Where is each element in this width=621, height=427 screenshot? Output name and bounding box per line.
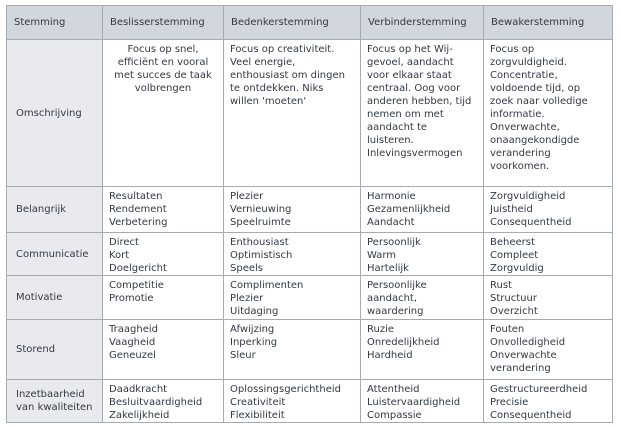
cell-line: zorgvuldigheid. [490, 57, 567, 68]
cell-line: Zorgvuldig [490, 263, 544, 274]
cell-line: Overzicht [490, 306, 538, 317]
cell-line: aandacht, [367, 293, 418, 304]
cell-line: Afwijzing [230, 324, 275, 335]
cell-line: Focus op snel, [127, 44, 199, 55]
cell-line: Enthousiast [230, 237, 289, 248]
cell-line: Persoonlijk [367, 237, 421, 248]
cell-bewaker [484, 187, 613, 233]
row-label: Motivatie [7, 276, 103, 320]
cell-line: Persoonlijke [367, 280, 427, 291]
cell-beslisser [103, 276, 224, 320]
cell-line: Beheerst [490, 237, 535, 248]
cell-line: Ruzie [367, 324, 395, 335]
cell-line: Gestructureerdheid [490, 384, 588, 395]
stemming-table [6, 5, 613, 423]
cell-line: Attentheid [367, 384, 420, 395]
cell-line: Rendement [109, 204, 167, 215]
table-row [7, 233, 613, 276]
cell-line: Doelgericht [109, 263, 167, 274]
table-row [7, 187, 613, 233]
cell-line: aandacht te [367, 122, 428, 133]
cell-bedenker [224, 380, 361, 423]
cell-bedenker [224, 187, 361, 233]
cell-line: volbrengen [134, 83, 192, 94]
cell-line: Promotie [109, 293, 154, 304]
cell-beslisser [103, 40, 224, 187]
cell-line: Precisie [490, 397, 529, 408]
cell-line: Daadkracht [109, 384, 168, 395]
cell-line: Competitie [109, 280, 164, 291]
cell-line: Resultaten [109, 191, 163, 202]
cell-line: luisteren. [367, 135, 414, 146]
cell-beslisser [103, 233, 224, 276]
cell-line: efficiënt en vooral [117, 57, 209, 68]
cell-bewaker [484, 233, 613, 276]
cell-line: Oplossingsgerichtheid [230, 384, 341, 395]
table-row [7, 40, 613, 187]
cell-line: Focus op het Wij- [367, 44, 453, 55]
cell-line: Speels [230, 263, 263, 274]
cell-verbinder [361, 276, 484, 320]
cell-line: Hartelijk [367, 263, 409, 274]
cell-line: Fouten [490, 324, 525, 335]
cell-line: Geneuzel [109, 350, 156, 361]
cell-line: Vernieuwing [230, 204, 292, 215]
cell-line: Aandacht [367, 217, 415, 228]
cell-line: anderen hebben, tijd [367, 96, 472, 107]
header-stemming: Stemming [7, 6, 103, 40]
cell-line: Speelruimte [230, 217, 291, 228]
cell-line: Besluitvaardigheid [109, 397, 203, 408]
cell-verbinder [361, 40, 484, 187]
table-row [7, 380, 613, 423]
cell-line: Luistervaardigheid [367, 397, 461, 408]
cell-line: Warm [367, 250, 397, 261]
cell-line: Onredelijkheid [367, 337, 440, 348]
row-label: Communicatie [7, 233, 103, 276]
cell-line: Direct [109, 237, 139, 248]
cell-line: Focus op [490, 44, 535, 55]
cell-line: Compassie [367, 410, 422, 421]
cell-line: Verbetering [109, 217, 168, 228]
cell-line: Optimistisch [230, 250, 293, 261]
table-row [7, 320, 613, 380]
cell-verbinder [361, 187, 484, 233]
cell-line: Plezier [230, 191, 264, 202]
cell-bedenker [224, 40, 361, 187]
header-row [7, 6, 613, 40]
row-label: Belangrijk [7, 187, 103, 233]
cell-line: Gezamenlijkheid [367, 204, 451, 215]
cell-bewaker [484, 380, 613, 423]
row-label: Inzetbaarheid van kwaliteiten [7, 380, 103, 423]
cell-line: Onvolledigheid [490, 337, 566, 348]
cell-verbinder [361, 380, 484, 423]
cell-verbinder [361, 320, 484, 380]
cell-line: met succes de taak [114, 70, 212, 81]
cell-line: Concentratie, [490, 70, 558, 81]
cell-line: Inlevingsvermogen [367, 148, 463, 159]
cell-beslisser [103, 320, 224, 380]
cell-line: gevoel, aandacht [367, 57, 454, 68]
cell-line: Consequentheid [490, 410, 572, 421]
cell-line: Vaagheid [109, 337, 156, 348]
cell-line: Zorgvuldigheid [490, 191, 566, 202]
cell-line: waardering [367, 306, 424, 317]
cell-line: Veel energie, [230, 57, 296, 68]
cell-line: informatie. [490, 109, 545, 120]
header-bedenkerstemming: Bedenkerstemming [224, 6, 361, 40]
cell-line: Zakelijkheid [109, 410, 170, 421]
cell-beslisser [103, 187, 224, 233]
cell-bewaker [484, 320, 613, 380]
cell-line: Uitdaging [230, 306, 279, 317]
cell-line: onaangekondigde [490, 135, 580, 146]
cell-bewaker [484, 276, 613, 320]
cell-line: voor elkaar staat [367, 70, 452, 81]
cell-line: Hardheid [367, 350, 413, 361]
cell-line: Creativiteit [230, 397, 286, 408]
cell-line: Compleet [490, 250, 539, 261]
cell-line: voldoende tijd, op [490, 83, 581, 94]
cell-line: Onverwachte [490, 350, 557, 361]
cell-bedenker [224, 320, 361, 380]
cell-line: verandering [490, 148, 551, 159]
cell-beslisser [103, 380, 224, 423]
cell-line: zoek naar volledige [490, 96, 588, 107]
cell-line: Traagheid [109, 324, 158, 335]
cell-line: Consequentheid [490, 217, 572, 228]
cell-line: centraal. Oog voor [367, 83, 461, 94]
cell-line: willen 'moeten' [230, 96, 307, 107]
row-label: Omschrijving [7, 40, 103, 187]
cell-verbinder [361, 233, 484, 276]
cell-line: enthousiast om dingen [230, 70, 345, 81]
cell-bedenker [224, 276, 361, 320]
cell-line: Juistheid [490, 204, 533, 215]
cell-line: Harmonie [367, 191, 416, 202]
cell-line: Complimenten [230, 280, 304, 291]
table-row [7, 276, 613, 320]
cell-bedenker [224, 233, 361, 276]
row-label: Storend [7, 320, 103, 380]
header-verbinderstemming: Verbinderstemming [361, 6, 484, 40]
header-beslisserstemming: Beslisserstemming [103, 6, 224, 40]
cell-line: Sleur [230, 350, 256, 361]
cell-bewaker [484, 40, 613, 187]
cell-line: Structuur [490, 293, 537, 304]
cell-line: Rust [490, 280, 512, 291]
cell-line: Inperking [230, 337, 278, 348]
cell-line: verandering [490, 363, 551, 374]
cell-line: Flexibiliteit [230, 410, 285, 421]
header-bewakerstemming: Bewakerstemming [484, 6, 613, 40]
cell-line: Focus op creativiteit. [230, 44, 335, 55]
cell-line: voorkomen. [490, 161, 550, 172]
cell-line: Plezier [230, 293, 264, 304]
cell-line: te ontdekken. Niks [230, 83, 324, 94]
cell-line: Onverwachte, [490, 122, 560, 133]
cell-line: nemen om met [367, 109, 444, 120]
cell-line: Kort [109, 250, 130, 261]
